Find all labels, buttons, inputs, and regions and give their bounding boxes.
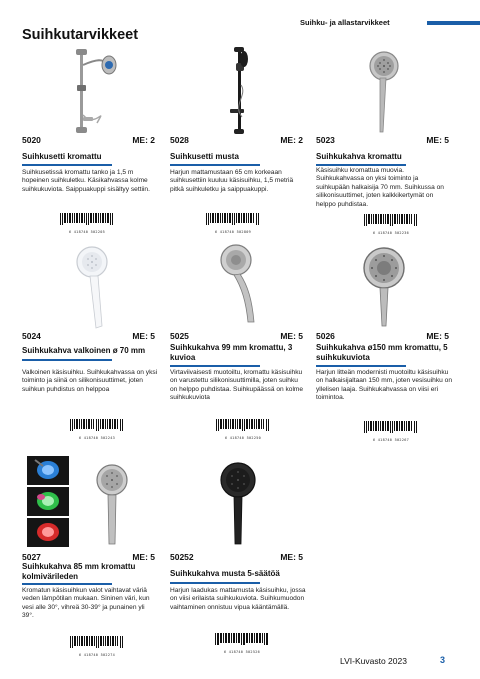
product-description: Suihkusetissä kromattu tanko ja 1,5 m hopeinen suihkuletku. Käsikahvassa kolme suihkukuviota. Saippuakuppi sisältyy settiin.	[22, 169, 150, 193]
product-5027[interactable]	[22, 456, 162, 656]
product-name: Suihkukahva musta 5-säätöä	[170, 569, 280, 578]
product-code: 50252	[170, 552, 194, 562]
shower-head-chrome-image	[364, 48, 404, 136]
product-name: Suihkukahva ø150 mm kromattu, 5 suihkukuviota	[316, 343, 448, 362]
header-accent-bar	[427, 21, 480, 25]
barcode	[60, 212, 114, 234]
product-name: Suihkukahva valkoinen ø 70 mm	[22, 346, 146, 355]
barcode-digits: 6 418740 502205	[68, 230, 106, 234]
product-5028[interactable]	[170, 40, 310, 240]
barcode-digits: 6 418740 502250	[224, 436, 262, 440]
barcode	[364, 213, 418, 235]
product-code-row	[22, 135, 155, 145]
barcode-digits: 6 418740 502526	[223, 650, 261, 654]
product-description: Virtaviivaisesti muotoiltu, kromattu käsisuihku on varustettu silikonisuuttimilla, joten suihku on helppo puhdistaa. Suihkupäässä on kolme suihkukuviota	[170, 369, 304, 402]
product-name-underline	[316, 365, 406, 367]
product-name: Suihkusetti musta	[170, 152, 239, 161]
product-code-row	[170, 135, 303, 145]
packaging-unit: ME: 5	[426, 135, 449, 145]
shower-head-black-image	[216, 460, 260, 548]
led-red-image	[27, 518, 69, 547]
product-5026[interactable]	[316, 242, 456, 442]
product-description: Kromatun käsisuihkun valot vaihtavat väriä veden lämpötilan mukaan. Sininen väri, kun vesi alle 30°, vihreä 30-39° ja punainen yli 39°.	[22, 587, 150, 620]
barcode	[216, 418, 270, 440]
shower-head-white-image	[72, 244, 118, 330]
product-5020[interactable]	[22, 40, 162, 240]
barcode-digits: 6 418740 502236	[372, 231, 410, 235]
product-description: Harjun laadukas mattamusta käsisuihku, jossa on viisi erilaista suihkukuviota. Suihkumuodon vaihtaminen onnistuu vipua kääntämällä.	[170, 587, 306, 611]
barcode	[215, 632, 269, 654]
product-name-underline	[170, 365, 260, 367]
shower-head-99mm-image	[218, 242, 268, 326]
shower-set-chrome-image	[67, 45, 137, 135]
product-name-underline	[22, 359, 112, 361]
product-name: Suihkukahva kromattu	[316, 152, 402, 161]
product-code: 5027	[22, 552, 41, 562]
product-code: 5024	[22, 331, 41, 341]
product-description: Harjun mattamustaan 65 cm korkeaan suihkusettiin kuuluu käsisuihku, 1,5 metriä pitkä suihkuletku ja saippuakuppi.	[170, 169, 294, 193]
product-5025[interactable]	[170, 242, 310, 442]
packaging-unit: ME: 5	[132, 552, 155, 562]
product-description: Harjun litteän modernisti muotoiltu käsisuihku on halkaisijaltaan 150 mm, joten vesisuihku on yllelisen laaja. Suihkukahvassa on viisi eri toimintoa.	[316, 369, 452, 402]
product-code: 5020	[22, 135, 41, 145]
product-description: Valkoinen käsisuihku. Suihkukahvassa on yksi toiminto ja siinä on silikonisuuttimet, joten suihkun puhdistus on helppoa	[22, 369, 158, 393]
barcode	[206, 212, 260, 234]
packaging-unit: ME: 2	[132, 135, 155, 145]
product-description: Käsisuihku kromattua muovia. Suihkukahvassa on yksi toiminto ja suihkupään halkaisija 70 mm. Suihkussa on silikonisuuttimet, joten kalkkikertymät on helppo puhdistaa.	[316, 167, 444, 208]
product-code-row	[316, 331, 449, 341]
shower-head-150mm-image	[362, 244, 408, 328]
packaging-unit: ME: 2	[280, 135, 303, 145]
packaging-unit: ME: 5	[280, 552, 303, 562]
barcode	[70, 635, 124, 657]
barcode-digits: 6 418740 502243	[78, 436, 116, 440]
packaging-unit: ME: 5	[132, 331, 155, 341]
product-name-underline	[22, 583, 112, 585]
product-name-underline	[22, 164, 112, 166]
product-5024[interactable]	[22, 242, 162, 442]
led-blue-image	[27, 456, 69, 485]
product-code-row	[170, 331, 303, 341]
packaging-unit: ME: 5	[280, 331, 303, 341]
led-green-image	[27, 487, 69, 516]
product-name: Suihkukahva 99 mm kromattu, 3 kuvioa	[170, 343, 293, 362]
product-name-underline	[316, 164, 406, 166]
product-code: 5026	[316, 331, 335, 341]
product-code-row	[316, 135, 449, 145]
shower-head-85mm-image	[94, 462, 130, 548]
product-name: Suihkukahva 85 mm kromattu kolmivärileden	[22, 562, 136, 581]
section-label: Suihku- ja allastarvikkeet	[300, 18, 390, 27]
footer-catalog-title: LVI-Kuvasto 2023	[340, 656, 407, 666]
product-50252[interactable]	[170, 456, 310, 656]
barcode	[364, 420, 418, 442]
product-code: 5023	[316, 135, 335, 145]
product-code-row	[22, 331, 155, 341]
product-code-row	[170, 552, 303, 562]
barcode-digits: 6 418740 502267	[372, 438, 410, 442]
product-name-underline	[170, 582, 260, 584]
product-code-row	[22, 552, 155, 562]
barcode	[70, 418, 124, 440]
footer-page-number: 3	[440, 655, 446, 665]
led-color-photos	[27, 456, 69, 548]
page-title: Suihkutarvikkeet	[22, 27, 139, 43]
product-code: 5028	[170, 135, 189, 145]
barcode-digits: 6 418740 502274	[78, 653, 116, 657]
shower-set-black-image	[220, 45, 260, 137]
product-code: 5025	[170, 331, 189, 341]
barcode-digits: 6 418740 502809	[214, 230, 252, 234]
product-5023[interactable]	[316, 40, 456, 240]
packaging-unit: ME: 5	[426, 331, 449, 341]
product-name-underline	[170, 164, 260, 166]
product-name: Suihkusetti kromattu	[22, 152, 102, 161]
